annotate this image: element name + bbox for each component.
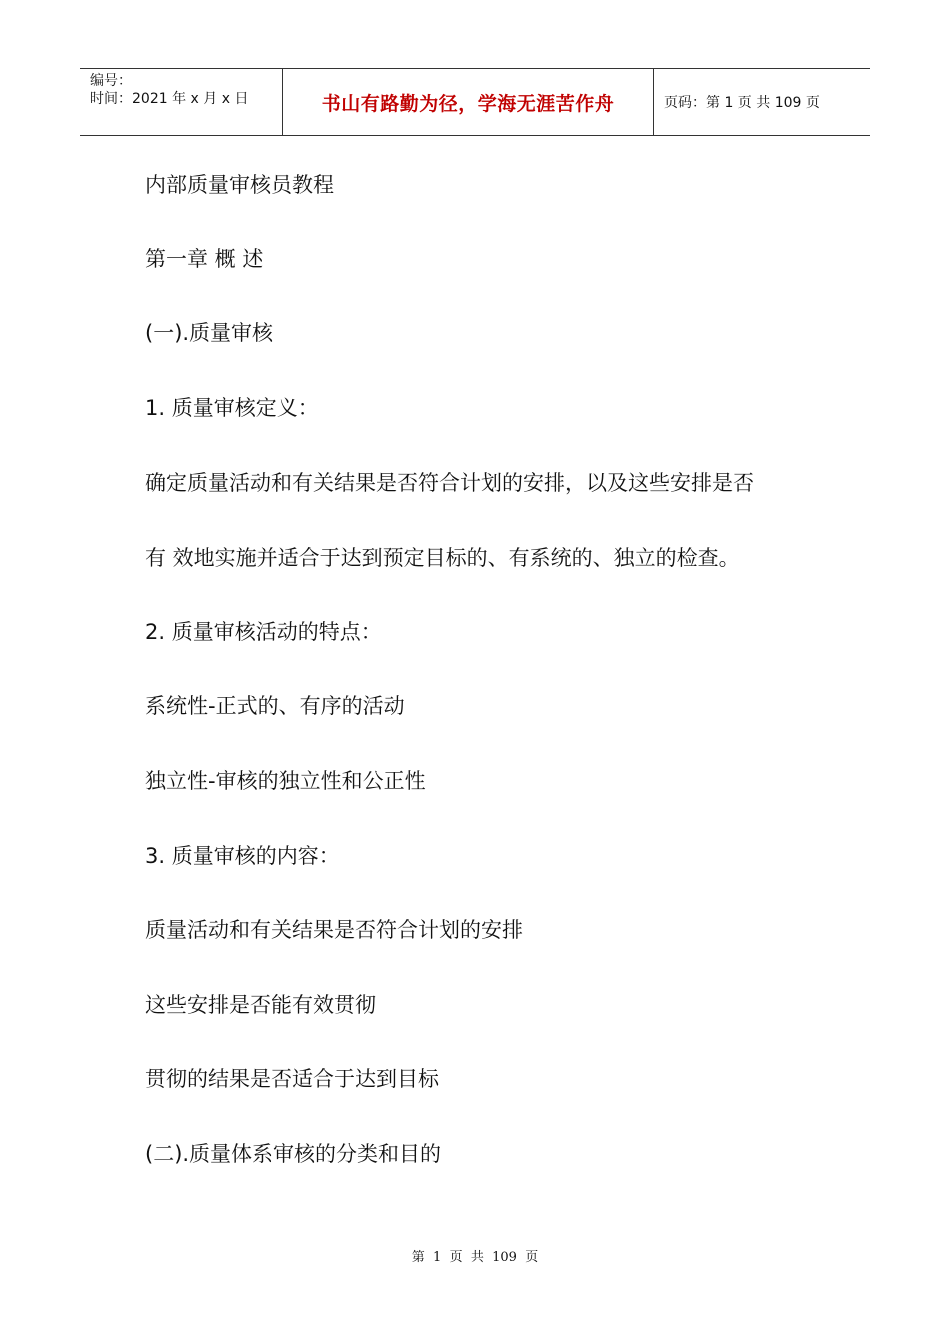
header-page-cell xyxy=(654,69,870,135)
section-heading: (一).质量审核 xyxy=(145,321,274,345)
list-item: 这些安排是否能有效贯彻 xyxy=(145,993,376,1017)
numbered-heading: 1. 质量审核定义： xyxy=(145,396,319,420)
header-time-label: 时间：2021 年 x 月 x 日 xyxy=(90,91,249,107)
body-paragraph-line: 确定质量活动和有关结果是否符合计划的安排，以及这些安排是否 xyxy=(145,471,754,495)
header-motto: 书山有路勤为径，学海无涯苦作舟 xyxy=(321,92,615,115)
chapter-heading: 第一章 概 述 xyxy=(145,247,264,271)
header-number-label: 编号： xyxy=(90,73,132,89)
page-footer: 第 1 页 共 109 页 xyxy=(411,1250,539,1265)
list-item: 质量活动和有关结果是否符合计划的安排 xyxy=(145,918,523,942)
list-item: 贯彻的结果是否适合于达到目标 xyxy=(145,1067,439,1091)
header-page-info: 页码：第 1 页 共 109 页 xyxy=(664,95,820,111)
body-paragraph-line: 有 效地实施并适合于达到预定目标的、有系统的、独立的检查。 xyxy=(145,546,740,570)
list-item: 系统性-正式的、有序的活动 xyxy=(145,694,405,718)
header-meta-cell xyxy=(80,69,282,135)
document-title: 内部质量审核员教程 xyxy=(145,173,334,197)
section-heading: (二).质量体系审核的分类和目的 xyxy=(145,1142,442,1166)
numbered-heading: 2. 质量审核活动的特点： xyxy=(145,620,382,644)
numbered-heading: 3. 质量审核的内容： xyxy=(145,844,340,868)
list-item: 独立性-审核的独立性和公正性 xyxy=(145,769,426,793)
header-motto-cell xyxy=(282,69,654,135)
page-header xyxy=(80,68,870,136)
